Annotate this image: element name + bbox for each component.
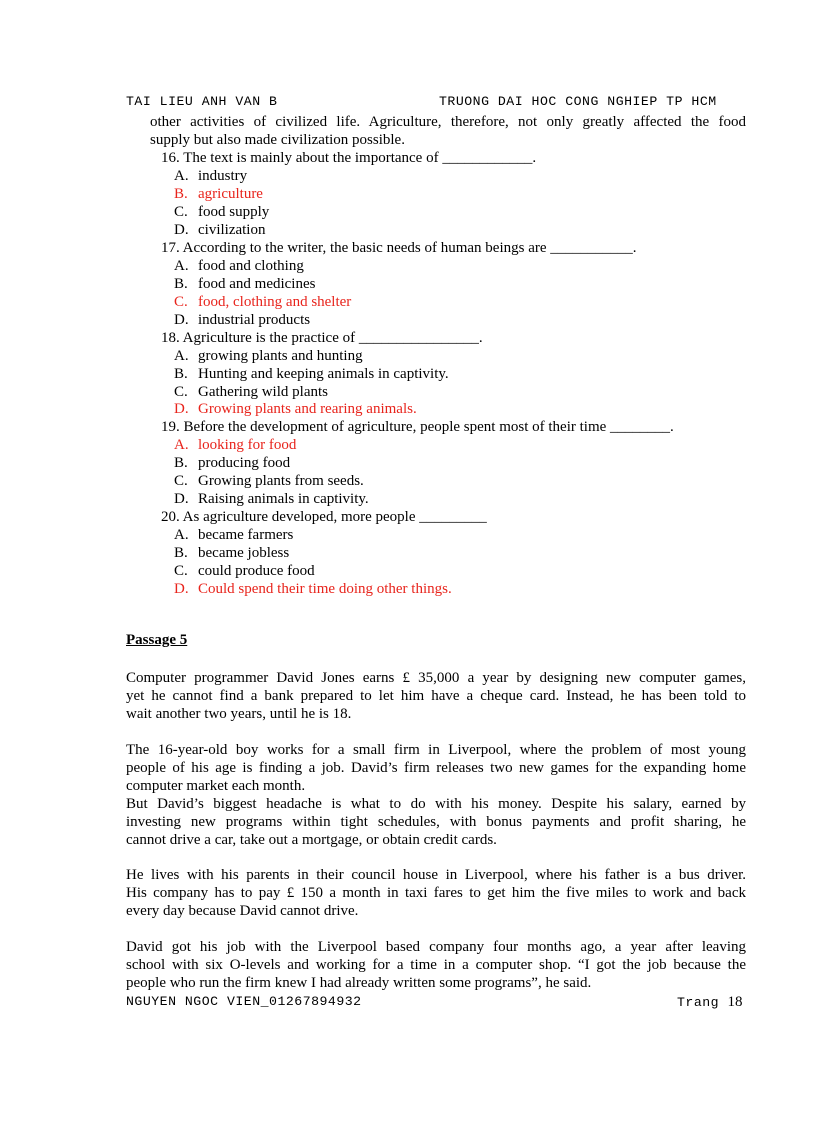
option-18a xyxy=(174,347,363,365)
option-key: D. xyxy=(174,222,189,238)
option-18d-answer xyxy=(174,400,417,418)
page-number: 18 xyxy=(727,994,743,1010)
option-key: D. xyxy=(174,312,189,328)
option-17c-answer xyxy=(174,293,351,311)
header-left: TAI LIEU ANH VAN B xyxy=(126,94,278,109)
intro-line-2: supply but also made civilization possible. xyxy=(150,132,405,148)
option-text: Could spend their time doing other things. xyxy=(198,581,452,597)
option-key: D. xyxy=(174,581,189,597)
option-text: food, clothing and shelter xyxy=(198,294,352,310)
option-16a xyxy=(174,167,247,185)
option-key: D. xyxy=(174,491,189,507)
passage-title: Passage 5 xyxy=(126,632,188,648)
paragraph-2-line-1: The 16-year-old boy works for a small firm in Liverpool, where the problem of most young xyxy=(126,742,746,758)
option-text: became farmers xyxy=(198,527,294,543)
option-text: could produce food xyxy=(198,563,315,579)
paragraph-4-line-3: every day because David cannot drive. xyxy=(126,903,359,919)
option-18c xyxy=(174,383,328,401)
option-19d xyxy=(174,490,369,508)
option-text: producing food xyxy=(198,455,291,471)
option-text: became jobless xyxy=(198,545,290,561)
page-label: Trang xyxy=(677,995,720,1010)
question-17: 17. According to the writer, the basic needs of human beings are ___________. xyxy=(161,240,637,256)
header-right: TRUONG DAI HOC CONG NGHIEP TP HCM xyxy=(439,94,717,109)
option-key: C. xyxy=(174,294,188,310)
option-text: Gathering wild plants xyxy=(198,384,328,400)
question-18: 18. Agriculture is the practice of ________________. xyxy=(161,330,483,346)
option-key: B. xyxy=(174,366,188,382)
option-text: food supply xyxy=(198,204,270,220)
option-key: A. xyxy=(174,258,189,274)
option-text: Hunting and keeping animals in captivity. xyxy=(198,366,449,382)
option-key: D. xyxy=(174,401,189,417)
option-text: industry xyxy=(198,168,248,184)
option-16c xyxy=(174,203,269,221)
option-key: A. xyxy=(174,437,189,453)
option-text: looking for food xyxy=(198,437,297,453)
option-key: C. xyxy=(174,204,188,220)
option-20d-answer xyxy=(174,580,452,598)
option-text: food and medicines xyxy=(198,276,316,292)
paragraph-3-line-3: cannot drive a car, take out a mortgage, or obtain credit cards. xyxy=(126,832,497,848)
paragraph-2-line-3: computer market each month. xyxy=(126,778,306,794)
option-text: Raising animals in captivity. xyxy=(198,491,369,507)
option-17d xyxy=(174,311,310,329)
paragraph-5-line-3: people who run the firm knew I had already written some programs”, he said. xyxy=(126,975,592,991)
paragraph-5-line-2: school with six O-levels and working for a time in a computer shop. “I got the job because the xyxy=(126,957,746,973)
option-key: C. xyxy=(174,384,188,400)
option-19b xyxy=(174,454,290,472)
option-text: agriculture xyxy=(198,186,263,202)
paragraph-1-line-3: wait another two years, until he is 18. xyxy=(126,706,352,722)
option-19c xyxy=(174,472,364,490)
option-key: B. xyxy=(174,455,188,471)
option-18b xyxy=(174,365,449,383)
option-16d xyxy=(174,221,265,239)
option-17a xyxy=(174,257,304,275)
footer-page xyxy=(677,994,743,1011)
question-19: 19. Before the development of agriculture, people spent most of their time ________. xyxy=(161,419,674,435)
intro-line-1: other activities of civilized life. Agriculture, therefore, not only greatly affected the food xyxy=(150,114,746,130)
option-20a xyxy=(174,526,293,544)
option-text: civilization xyxy=(198,222,266,238)
option-key: A. xyxy=(174,527,189,543)
option-key: B. xyxy=(174,545,188,561)
question-20: 20. As agriculture developed, more people _________ xyxy=(161,509,487,525)
paragraph-3-line-1: But David’s biggest headache is what to do with his money. Despite his salary, earned by xyxy=(126,796,746,812)
option-key: C. xyxy=(174,563,188,579)
option-17b xyxy=(174,275,315,293)
paragraph-4-line-2: His company has to pay £ 150 a month in taxi fares to get him the five miles to work and back xyxy=(126,885,746,901)
paragraph-5-line-1: David got his job with the Liverpool based company four months ago, a year after leaving xyxy=(126,939,746,955)
footer-author: NGUYEN NGOC VIEN_01267894932 xyxy=(126,994,362,1009)
paragraph-4-line-1: He lives with his parents in their council house in Liverpool, where his father is a bus driver. xyxy=(126,867,746,883)
paragraph-1-line-1: Computer programmer David Jones earns £ 35,000 a year by designing new computer games, xyxy=(126,670,746,686)
option-key: A. xyxy=(174,348,189,364)
option-text: Growing plants and rearing animals. xyxy=(198,401,417,417)
option-key: A. xyxy=(174,168,189,184)
option-key: C. xyxy=(174,473,188,489)
option-key: B. xyxy=(174,186,188,202)
option-20b xyxy=(174,544,289,562)
option-key: B. xyxy=(174,276,188,292)
option-20c xyxy=(174,562,315,580)
option-text: Growing plants from seeds. xyxy=(198,473,364,489)
paragraph-1-line-2: yet he cannot find a bank prepared to let him have a cheque card. Instead, he has been told to xyxy=(126,688,746,704)
option-16b-answer xyxy=(174,185,263,203)
question-16: 16. The text is mainly about the importance of ____________. xyxy=(161,150,537,166)
option-19a-answer xyxy=(174,436,296,454)
option-text: food and clothing xyxy=(198,258,304,274)
option-text: industrial products xyxy=(198,312,311,328)
paragraph-2-line-2: people of his age is finding a job. David’s firm releases two new games for the expanding home xyxy=(126,760,746,776)
paragraph-3-line-2: investing new programs within tight schedules, with bonus payments and profit sharing, he xyxy=(126,814,746,830)
option-text: growing plants and hunting xyxy=(198,348,363,364)
